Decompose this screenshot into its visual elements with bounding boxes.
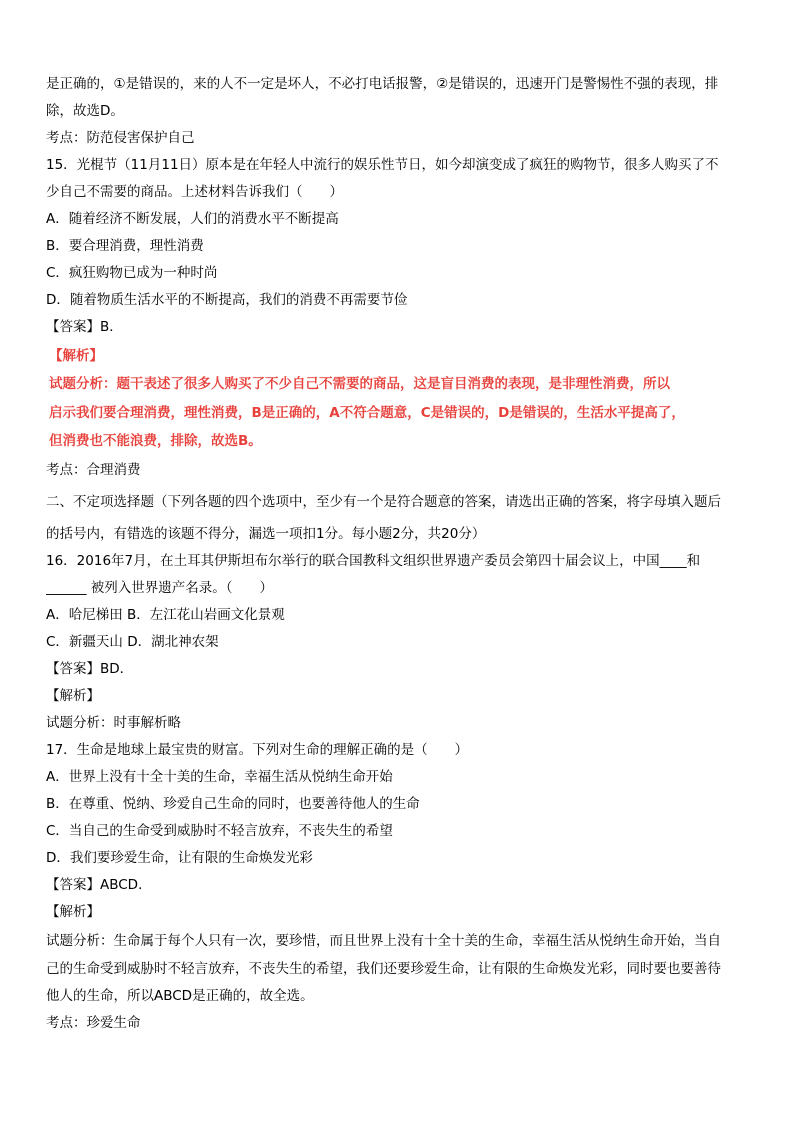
section-2-heading-line-2: 的括号内，有错选的该题不得分，漏选一项扣1分。每小题2分，共20分） (46, 526, 486, 542)
q15-analysis-line-1: 试题分析：题干表述了很多人购买了不少自己不需要的商品，这是盲目消费的表现，是非理性消费，所以 (49, 376, 670, 392)
q16-options-cd: C．新疆天山 D．湖北神农架 (46, 634, 219, 650)
q15-kaodian: 考点：合理消费 (46, 462, 141, 478)
q15-analysis-line-2: 启示我们要合理消费，理性消费，B是正确的，A不符合题意，C是错误的，D是错误的，生活水平提高了， (49, 405, 685, 421)
q17-option-d: D．我们要珍爱生命，让有限的生命焕发光彩 (46, 850, 313, 866)
q15-analysis-line-3: 但消费也不能浪费，排除，故选B。 (49, 433, 262, 449)
q14-kaodian: 考点：防范侵害保护自己 (46, 130, 195, 146)
q17-stem: 17．生命是地球上最宝贵的财富。下列对生命的理解正确的是（ ） (46, 742, 469, 758)
q16-answer: 【答案】BD． (46, 661, 134, 677)
q14-tail-line-1: 是正确的，①是错误的，来的人不一定是坏人，不必打电话报警，②是错误的，迅速开门是警惕性不强的表现，排 (46, 76, 719, 92)
q14-tail-line-2: 除，故选D。 (46, 103, 124, 119)
section-2-heading-line-1: 二、不定项选择题（下列各题的四个选项中，至少有一个是符合题意的答案，请选出正确的答案，将字母填入题后 (46, 494, 721, 510)
q16-stem-line-1: 16．2016年7月，在土耳其伊斯坦布尔举行的联合国教科文组织世界遗产委员会第四十届会议上，中国____和 (46, 553, 701, 569)
q15-option-a: A．随着经济不断发展，人们的消费水平不断提高 (46, 211, 339, 227)
q16-stem-line-2: ______ 被列入世界遗产名录。（ ） (46, 580, 274, 596)
q17-kaodian: 考点：珍爱生命 (46, 1015, 141, 1031)
q17-option-c: C．当自己的生命受到威胁时不轻言放弃，不丧失生的希望 (46, 823, 393, 839)
q17-answer: 【答案】ABCD． (46, 877, 152, 893)
q15-option-c: C．疯狂购物已成为一种时尚 (46, 265, 218, 281)
q16-analysis: 试题分析：时事解析略 (46, 715, 181, 731)
q15-stem-line-2: 少自己不需要的商品。上述材料告诉我们（ ） (46, 184, 343, 200)
q15-answer: 【答案】B． (46, 319, 123, 335)
q16-options-ab: A．哈尼梯田 B．左江花山岩画文化景观 (46, 607, 285, 623)
q15-jiexi-heading: 【解析】 (49, 348, 103, 364)
q17-option-b: B．在尊重、悦纳、珍爱自己生命的同时，也要善待他人的生命 (46, 796, 420, 812)
q17-analysis-line-2: 己的生命受到威胁时不轻言放弃，不丧失生的希望，我们还要珍爱生命，让有限的生命焕发光彩，同时要也要善待 (46, 961, 721, 977)
q17-option-a: A．世界上没有十全十美的生命，幸福生活从悦纳生命开始 (46, 769, 393, 785)
q17-jiexi-heading: 【解析】 (46, 904, 100, 920)
q15-option-b: B．要合理消费，理性消费 (46, 238, 204, 254)
q15-option-d: D．随着物质生活水平的不断提高，我们的消费不再需要节俭 (46, 292, 408, 308)
q15-stem-line-1: 15．光棍节（11月11日）原本是在年轻人中流行的娱乐性节日，如今却演变成了疯狂的购物节，很多人购买了不 (46, 157, 719, 173)
q16-jiexi-heading: 【解析】 (46, 688, 100, 704)
q17-analysis-line-1: 试题分析：生命属于每个人只有一次，要珍惜，而且世界上没有十全十美的生命，幸福生活从悦纳生命开始，当自 (46, 933, 721, 949)
q17-analysis-line-3: 他人的生命，所以ABCD是正确的，故全选。 (46, 988, 314, 1004)
